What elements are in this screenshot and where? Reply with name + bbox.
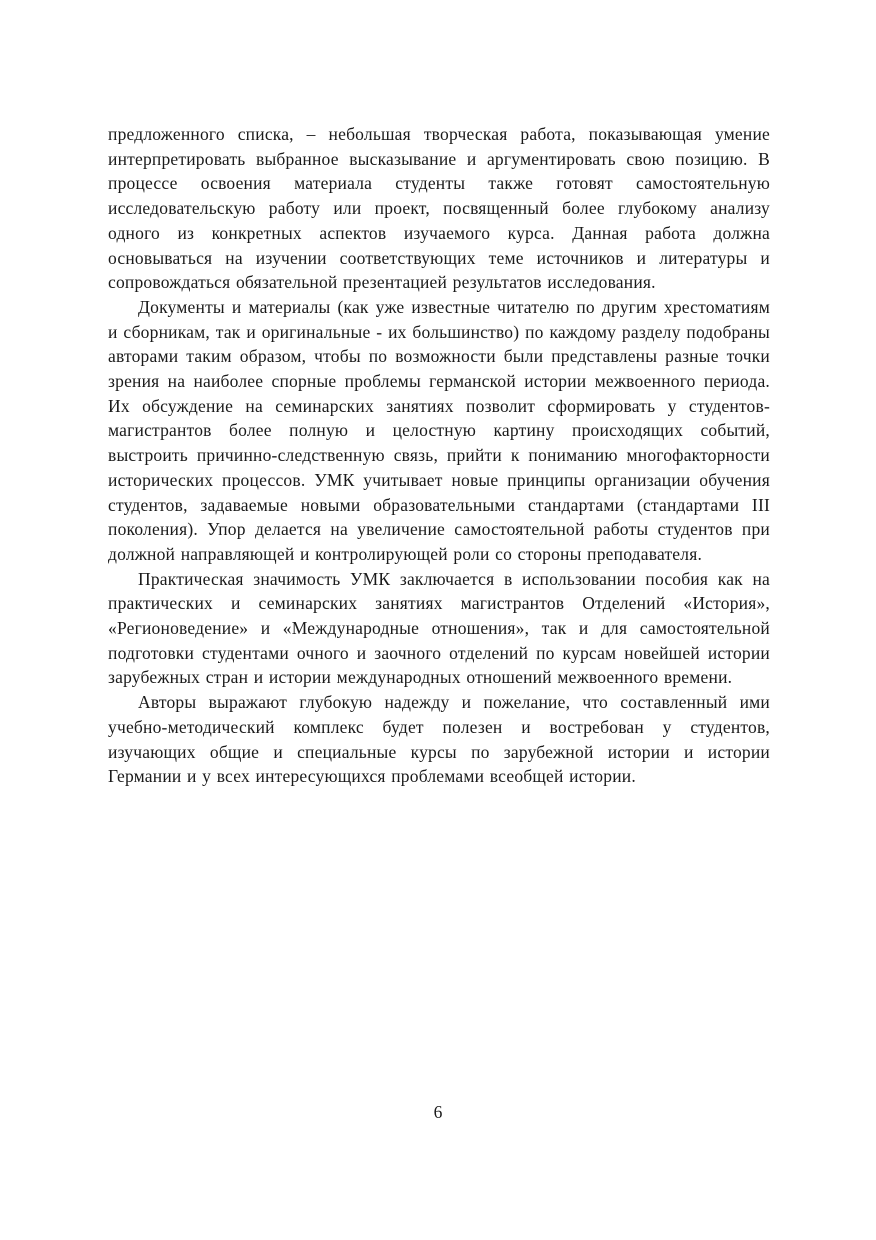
- paragraph-continuation: предложенного списка, – небольшая творческая работа, показывающая умение интерпретировать выбранное высказывание и аргументировать свою позицию. В процессе освоения материала студенты также готовят самостоятельную исследовательскую работу или проект, посвященный более глубокому анализу одного из конкретных аспектов изучаемого курса. Данная работа должна основываться на изучении соответствующих теме источников и литературы и сопровождаться обязательной презентацией результатов исследования.: [108, 124, 770, 293]
- paragraph-documents-and-materials: Документы и материалы (как уже известные читателю по другим хрестоматиям и сборникам, так и оригинальные - их большинство) по каждому разделу подобраны авторами таким образом, чтобы по возможности были представлены разные точки зрения на наиболее спорные проблемы германской истории межвоенного периода. Их обсуждение на семинарских занятиях позволит сформировать у студентов-магистрантов более полную и целостную картину происходящих событий, выстроить причинно-следственную связь, прийти к пониманию многофакторности исторических процессов. УМК учитывает новые принципы организации обучения студентов, задаваемые новыми образовательными стандартами (стандартами III поколения). Упор делается на увеличение самостоятельной работы студентов при должной направляющей и контролирующей роли со стороны преподавателя.: [108, 296, 770, 564]
- paragraph-practical-significance: Практическая значимость УМК заключается в использовании пособия как на практических и семинарских занятиях магистрантов Отделений «История», «Регионоведение» и «Международные отношения», так и для самостоятельной подготовки студентами очного и заочного отделений по курсам новейшей истории зарубежных стран и истории международных отношений межвоенного времени.: [108, 568, 770, 688]
- body-text: [108, 122, 770, 789]
- paragraph-authors-hope: Авторы выражают глубокую надежду и пожелание, что составленный ими учебно-методический комплекс будет полезен и востребован у студентов, изучающих общие и специальные курсы по зарубежной истории и истории Германии и у всех интересующихся проблемами всеобщей истории.: [108, 692, 770, 787]
- page-number: 6: [433, 1102, 443, 1122]
